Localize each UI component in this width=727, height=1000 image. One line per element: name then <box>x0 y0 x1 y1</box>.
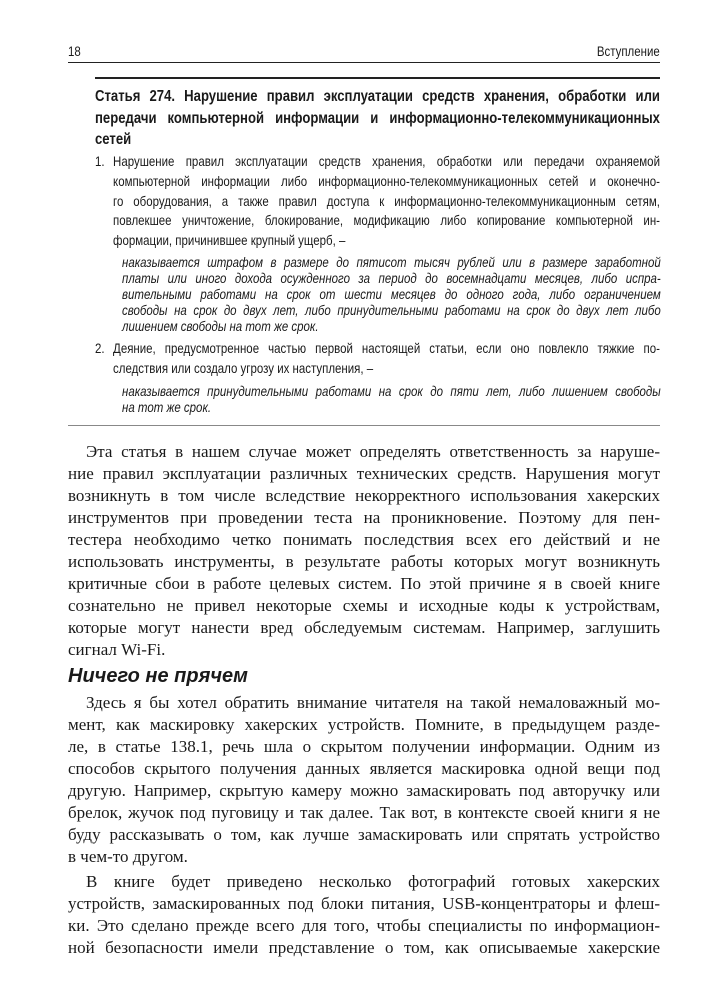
text-line: Эта статья в нашем случае может определять ответственность за наруше- <box>86 442 660 461</box>
text-line: Деяние, предусмотренное частью первой настоящей статьи, если оно повлекло тяжкие по- <box>113 340 660 356</box>
article-top-rule <box>95 77 660 79</box>
section-title: Вступление <box>597 43 660 59</box>
text-line: на тот же срок. <box>122 399 212 415</box>
text-line: возникнуть в том числе вследствие некорректного использования хакерских <box>68 486 660 505</box>
item-text <box>113 152 660 251</box>
item-number: 2. <box>95 340 105 356</box>
article-item-2 <box>95 339 660 379</box>
body-paragraph-1 <box>68 441 660 661</box>
text-line: тестера необходимо четко понимать последствия всех его действий и не <box>68 530 660 549</box>
text-line: которые могут нанести вред обследуемым системам. Например, заглушить <box>68 618 660 637</box>
body-paragraph-3 <box>68 871 660 959</box>
text-line: брелок, жучок под пуговицу и так далее. Так вот, в контексте своей книги я не <box>68 803 660 822</box>
text-line: го оборудования, а также правил доступа к информационно-телекоммуникационным сетям, <box>113 192 660 209</box>
item-text <box>113 339 660 379</box>
text-line: свободы на срок до двух лет, либо принудительными работами на срок до двух лет либо <box>122 302 661 318</box>
text-line: лишением свободы на тот же срок. <box>122 318 319 334</box>
section-heading: Ничего не прячем <box>68 665 248 687</box>
text-line: ной безопасности имели представление о том, как описываемые хакерские <box>68 938 660 957</box>
text-line: Статья 274. Нарушение правил эксплуатации средств хранения, обработки или <box>95 88 660 105</box>
text-line: буду рассказывать о том, как лучше замаскировать или спрятать устройство <box>68 825 660 844</box>
text-line: Нарушение правил эксплуатации средств хранения, обработки или передачи охраняемой <box>113 153 660 169</box>
text-line: другую. Например, скрытую камеру можно замаскировать под авторучку или <box>68 781 660 800</box>
item-number: 1. <box>95 153 105 169</box>
text-line: формации, причинившее крупный ущерб, – <box>113 232 346 249</box>
article-penalty-2 <box>122 383 661 415</box>
article-bottom-rule <box>68 425 660 426</box>
text-line: сознательно не привел некоторые схемы и исходные коды к устройствам, <box>68 596 660 615</box>
page-number: 18 <box>68 43 81 59</box>
text-line: критичные сбои в работе целевых систем. По этой причине я в своей книге <box>68 574 660 593</box>
text-line: наказывается принудительными работами на срок до пяти лет, либо лишением свободы <box>122 383 661 399</box>
text-line: устройств, замаскированных под блоки питания, USB-концентраторы и флеш- <box>68 894 660 913</box>
text-line: инструментов при проведении теста на проникновение. Поэтому для пен- <box>68 508 660 527</box>
text-line: использовать инструменты, в результате работы которых могут возникнуть <box>68 552 660 571</box>
text-line: мент, как маскировку хакерских устройств. Помните, в предыдущем разде- <box>68 715 660 734</box>
text-line: В книге будет приведено несколько фотографий готовых хакерских <box>86 872 660 891</box>
article-item-1 <box>95 152 660 251</box>
text-line: ле, в статье 138.1, речь шла о скрытом получении информации. Одним из <box>68 737 660 756</box>
text-line: передачи компьютерной информации и информационно-телекоммуникационных <box>95 109 660 127</box>
text-line: сетей <box>95 131 132 148</box>
text-line: ние правил эксплуатации различных технических средств. Нарушения могут <box>68 464 660 483</box>
text-line: способов скрытого получения данных является маскировка одной вещи под <box>68 759 660 778</box>
running-header <box>68 40 660 63</box>
text-line: следствия или создало угрозу их наступления, – <box>113 359 374 376</box>
text-line: в чем-то другом. <box>68 847 188 866</box>
text-line: сигнал Wi-Fi. <box>68 640 166 659</box>
text-line: ки. Это сделано прежде всего для того, чтобы специалисты по информацион- <box>68 916 660 935</box>
text-line: вительными работами на срок от шести месяцев до одного года, либо ограничением <box>122 286 661 302</box>
text-line: наказывается штрафом в размере до пятисот тысяч рублей или в размере заработной <box>122 254 661 270</box>
body-paragraph-2 <box>68 692 660 868</box>
article-penalty-1 <box>122 254 661 334</box>
text-line: платы или иного дохода осужденного за период до восемнадцати месяцев, либо испра- <box>122 270 661 286</box>
article-title <box>95 86 660 151</box>
text-line: компьютерной информации либо информационно-телекоммуникационных сетей и оконечно- <box>113 172 660 189</box>
text-line: Здесь я бы хотел обратить внимание читателя на такой немаловажный мо- <box>86 693 660 712</box>
text-line: повлекшее уничтожение, блокирование, модификацию либо копирование компьютерной ин- <box>113 212 660 229</box>
